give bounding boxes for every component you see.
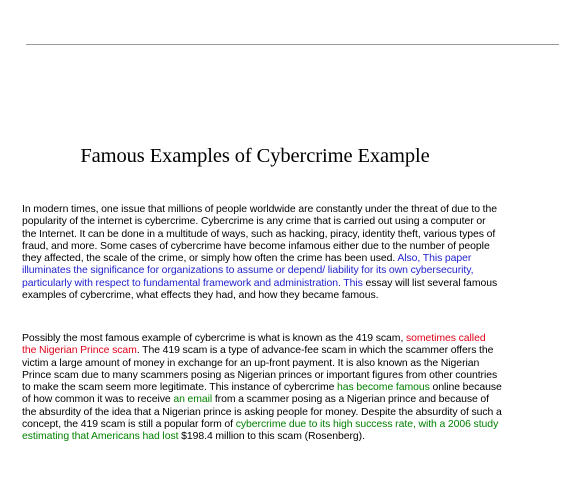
- highlighted-text-blue: Also, This paper: [397, 253, 472, 265]
- text-line: [22, 265, 568, 277]
- highlighted-text-green: estimating that Americans had lost: [22, 431, 179, 443]
- highlighted-text-green: an email: [173, 394, 213, 406]
- text-line: [22, 419, 568, 431]
- text-run: . The 419 scam is a type of advance-fee scam in which the scammer offers the: [136, 345, 494, 357]
- text-line: [22, 253, 568, 265]
- text-line: [22, 358, 568, 370]
- text-run: essay will list several famous: [362, 277, 498, 289]
- text-run: $198.4 million to this scam (Rosenberg).: [178, 431, 365, 443]
- highlighted-text-red: sometimes called: [405, 333, 486, 344]
- paragraph-2: [22, 333, 568, 444]
- text-run: online because: [429, 382, 502, 394]
- text-run: examples of cybercrime, what effects they had, and how they became famous.: [22, 290, 379, 302]
- text-run: the Internet. It can be done in a multitude of ways, such as hacking, piracy, identity theft, various types of: [22, 228, 496, 240]
- highlighted-text-blue: illuminates the significance for organizations to assume or depend/ liability for its own cybersecurity,: [22, 265, 474, 277]
- text-run: concept, the 419 scam is still a popular form of: [22, 419, 236, 431]
- text-line: [22, 241, 568, 253]
- header-rule: [26, 44, 559, 45]
- highlighted-text-blue: particularly with respect to fundamental framework and administration. This: [22, 277, 363, 289]
- document-title: Famous Examples of Cybercrime Example: [80, 145, 430, 167]
- text-line: [22, 382, 568, 394]
- text-run: In modern times, one issue that millions of people worldwide are constantly under the threat of due to the: [22, 204, 497, 215]
- text-run: of how common it was to receive: [22, 394, 174, 406]
- text-line: [22, 204, 568, 216]
- text-line: [22, 431, 568, 443]
- text-line: [22, 345, 568, 357]
- text-run: to make the scam seem more legitimate. This instance of cybercrime: [22, 382, 338, 394]
- text-line: [22, 370, 568, 382]
- text-line: [22, 394, 568, 406]
- text-run: victim a large amount of money in exchange for an up-front payment. It is also known as the Nigerian: [22, 357, 480, 369]
- text-run: Prince scam due to many scammers posing as Nigerian princes or important figures from other countries: [22, 369, 498, 381]
- paragraph-1: [22, 204, 568, 302]
- text-line: [22, 216, 568, 228]
- text-line: [22, 290, 568, 302]
- text-line: [22, 333, 568, 345]
- text-run: they affected, the scale of the crime, or simply how often the crime has been used.: [22, 253, 398, 265]
- text-run: from a scammer posing as a Nigerian prince and because of: [212, 394, 490, 406]
- text-run: the absurdity of the idea that a Nigerian prince is asking people for money. Despite the absurdity of such a: [22, 406, 502, 418]
- highlighted-text-red: the Nigerian Prince scam: [22, 345, 137, 357]
- highlighted-text-green: has become famous: [337, 382, 430, 394]
- text-line: [22, 229, 568, 241]
- text-line: [22, 278, 568, 290]
- text-run: fraud, and more. Some cases of cybercrime have become infamous either due to the number of people: [22, 240, 490, 252]
- text-line: [22, 407, 568, 419]
- text-run: popularity of the internet is cybercrime. Cybercrime is any crime that is carried out using a computer or: [22, 216, 486, 228]
- highlighted-text-green: cybercrime due to its high success rate, with a 2006 study: [235, 419, 499, 431]
- text-run: Possibly the most famous example of cybercrime is what is known as the 419 scam,: [22, 333, 406, 344]
